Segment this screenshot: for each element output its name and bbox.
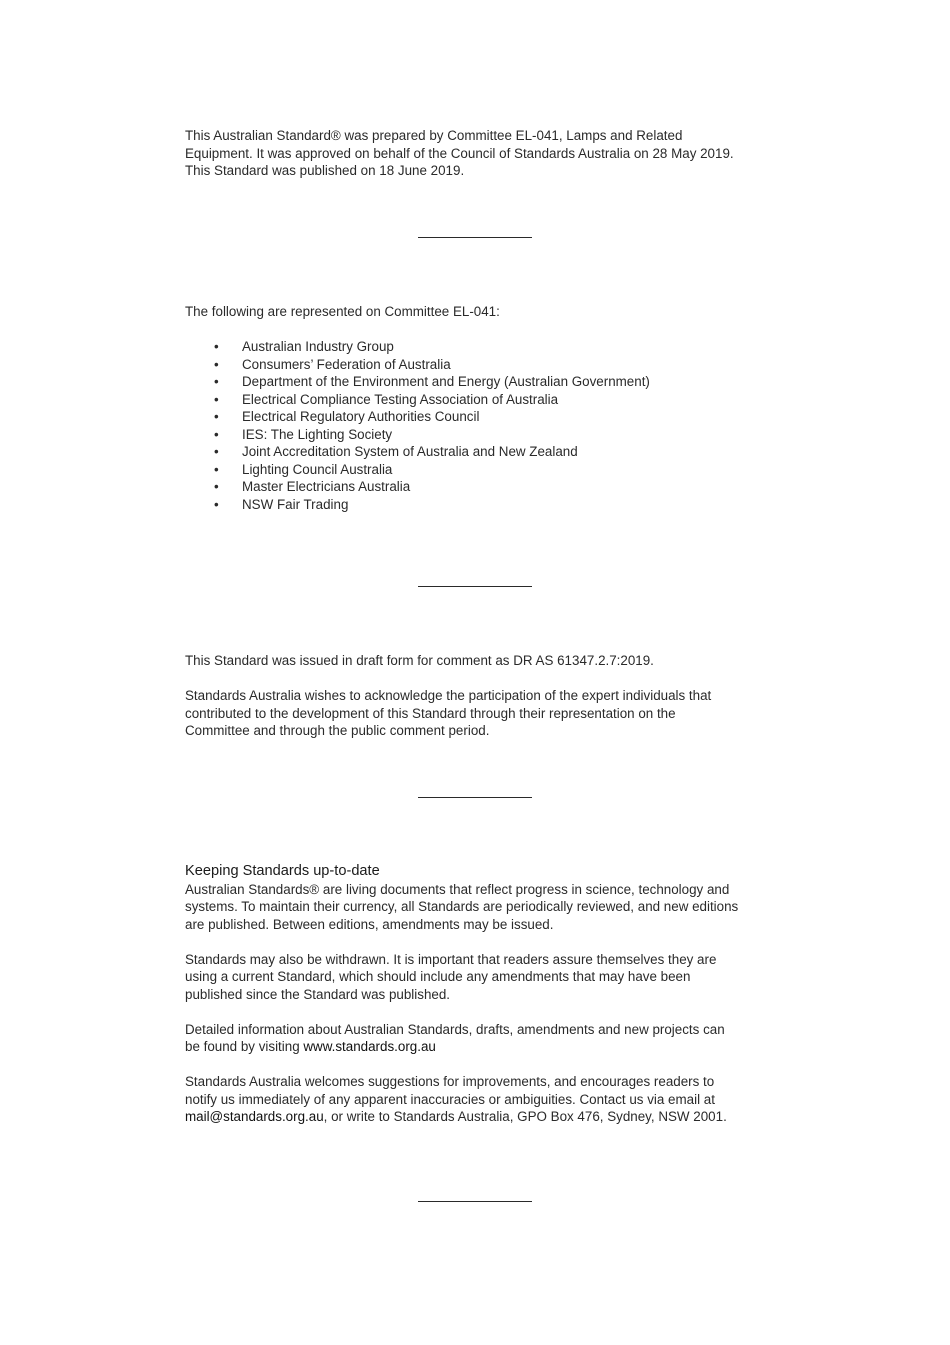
bullet-icon: •	[214, 426, 219, 442]
list-item	[185, 408, 775, 426]
list-item	[185, 496, 775, 514]
keeping-p2-line-3: published since the Standard was published.	[185, 986, 451, 1002]
bullet-icon: •	[214, 461, 219, 477]
keeping-p1-line-2: systems. To maintain their currency, all Standards are periodically reviewed, and new editions	[185, 899, 739, 914]
keeping-p2-line-2: using a current Standard, which should include any amendments that may have been	[185, 969, 691, 984]
section-divider-4	[418, 1201, 532, 1202]
bullet-icon: •	[214, 409, 219, 424]
acknowledgement-line-3: Committee and through the public comment period.	[185, 723, 490, 738]
section-heading: Keeping Standards up-to-date	[185, 863, 380, 879]
keeping-p1-line-1: Australian Standards® are living documents that reflect progress in science, technology and	[185, 881, 730, 897]
list-item	[185, 461, 775, 479]
list-item	[185, 373, 775, 391]
member-name: Consumers’ Federation of Australia	[242, 356, 451, 372]
draft-issued-statement: This Standard was issued in draft form for comment as DR AS 61347.2.7:2019.	[185, 653, 654, 668]
bullet-icon: •	[214, 374, 219, 389]
list-item	[185, 356, 775, 374]
section-divider-1	[418, 237, 532, 238]
committee-member-list	[185, 338, 775, 513]
member-name: Master Electricians Australia	[242, 479, 411, 494]
committee-section	[185, 303, 775, 513]
approval-line-1: This Australian Standard® was prepared by Committee EL-041, Lamps and Related	[185, 128, 683, 143]
keeping-p3-line-1: Detailed information about Australian Standards, drafts, amendments and new projects can	[185, 1021, 725, 1037]
keeping-p2-line-1: Standards may also be withdrawn. It is important that readers assure themselves they are	[185, 951, 717, 967]
approval-line-2: Equipment. It was approved on behalf of the Council of Standards Australia on 28 May 2019.	[185, 145, 734, 161]
section-divider-3	[418, 797, 532, 798]
member-name: Lighting Council Australia	[242, 461, 393, 477]
bullet-icon: •	[214, 496, 219, 512]
keeping-standards-section	[185, 863, 775, 1126]
keeping-p3-line-2	[185, 1038, 775, 1056]
list-item	[185, 391, 775, 409]
list-item	[185, 426, 775, 444]
bullet-icon: •	[214, 391, 219, 407]
keeping-p3-prefix: be found by visiting	[185, 1039, 304, 1054]
member-name: Australian Industry Group	[242, 339, 394, 354]
member-name: IES: The Lighting Society	[242, 426, 393, 442]
approval-statement	[185, 127, 775, 180]
keeping-p1-line-3: are published. Between editions, amendments may be issued.	[185, 916, 554, 932]
member-name: Electrical Compliance Testing Association of Australia	[242, 391, 559, 407]
approval-line-3: This Standard was published on 18 June 2019.	[185, 163, 465, 178]
member-name: Electrical Regulatory Authorities Council	[242, 409, 480, 424]
list-item	[185, 443, 775, 461]
website-link[interactable]: www.standards.org.au	[303, 1039, 436, 1054]
section-divider-2	[418, 586, 532, 587]
keeping-p4-suffix: , or write to Standards Australia, GPO Box 476, Sydney, NSW 2001.	[323, 1109, 727, 1124]
draft-section	[185, 652, 775, 740]
bullet-icon: •	[214, 339, 219, 354]
committee-intro: The following are represented on Committee EL-041:	[185, 304, 500, 319]
acknowledgement-line-1: Standards Australia wishes to acknowledge the participation of the expert individuals that	[185, 688, 712, 703]
bullet-icon: •	[214, 444, 219, 459]
list-item	[185, 338, 775, 356]
member-name: Joint Accreditation System of Australia and New Zealand	[242, 444, 578, 459]
email-link[interactable]: mail@standards.org.au	[185, 1109, 324, 1124]
bullet-icon: •	[214, 479, 219, 494]
keeping-p4-line-1: Standards Australia welcomes suggestions for improvements, and encourages readers to	[185, 1074, 715, 1089]
member-name: NSW Fair Trading	[242, 496, 349, 512]
bullet-icon: •	[214, 356, 219, 372]
member-name: Department of the Environment and Energy (Australian Government)	[242, 374, 650, 389]
keeping-p4-line-3	[185, 1108, 775, 1126]
keeping-p4-line-2: notify us immediately of any apparent inaccuracies or ambiguities. Contact us via email at	[185, 1091, 715, 1107]
list-item	[185, 478, 775, 496]
acknowledgement-line-2: contributed to the development of this Standard through their representation on the	[185, 705, 676, 721]
